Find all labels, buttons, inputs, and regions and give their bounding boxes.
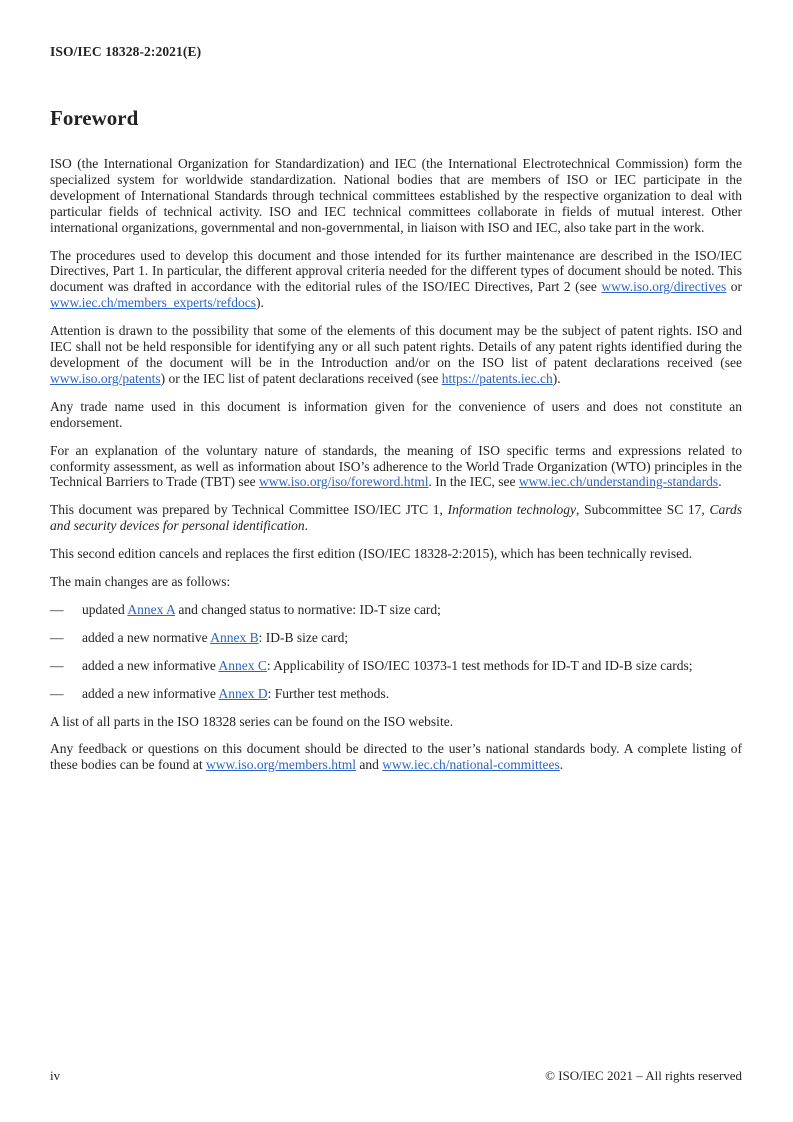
paragraph	[50, 323, 742, 387]
text-run: For an explanation of the voluntary nature of standards, the meaning of ISO specific terms and expressions related to conformity assessment, as well as information about ISO’s adherence to the World Trade Organization (WTO) principles in the Technical Barriers to Trade (TBT) see	[50, 442, 742, 490]
list-item	[50, 630, 742, 646]
text-run: This second edition cancels and replaces the first edition (ISO/IEC 18328-2:2015), which has been technically revised.	[50, 546, 693, 562]
list-item-text	[82, 602, 742, 618]
paragraph	[50, 502, 742, 534]
text-run: Attention is drawn to the possibility that some of the elements of this document may be the subject of patent rights. ISO and IEC shall not be held responsible for identifying any or all such patent rights. Details of any patent rights identified during the development of the document will be in the Introduction and/or on the ISO list of patent declarations received (see	[50, 323, 742, 370]
hyperlink[interactable]: Annex C	[218, 657, 267, 673]
list-item	[50, 602, 742, 618]
list-item-text	[82, 658, 742, 674]
hyperlink[interactable]: Annex A	[127, 601, 176, 617]
list-item	[50, 658, 742, 674]
text-run: A list of all parts in the ISO 18328 series can be found on the ISO website.	[50, 713, 454, 729]
hyperlink[interactable]: www.iec.ch/national-committees	[382, 757, 560, 773]
hyperlink[interactable]: www.iso.org/iso/foreword.html	[259, 474, 429, 490]
text-run: and	[355, 757, 383, 773]
list-item-text	[82, 686, 742, 702]
text-run: added a new informative	[82, 657, 219, 673]
text-run: ).	[552, 370, 561, 386]
text-run: .	[718, 474, 722, 490]
hyperlink[interactable]: Annex B	[210, 629, 259, 645]
text-run: ) or the IEC list of patent declarations received (see	[160, 370, 442, 386]
text-run: ISO (the International Organization for Standardization) and IEC (the International Electrotechnical Commission) form the specialized system for worldwide standardization. National bodies that are members of ISO or IEC participate in the development of International Standards through technical committees established by the respective organization to deal with particular fields of technical activity. ISO and IEC technical committees collaborate in fields of mutual interest. Other international organizations, governmental and non-governmental, in liaison with ISO and IEC, also take part in the work.	[50, 156, 742, 235]
doc-reference: ISO/IEC 18328-2:2021(E)	[50, 44, 202, 59]
bullet-dash: —	[50, 629, 64, 645]
text-run: and changed status to normative: ID-T size card;	[175, 601, 441, 617]
page-title: Foreword	[50, 106, 139, 130]
text-run: or	[726, 279, 742, 295]
bullet-dash: —	[50, 657, 64, 673]
hyperlink[interactable]: www.iec.ch/members_experts/refdocs	[50, 295, 257, 311]
text-run: The main changes are as follows:	[50, 574, 231, 590]
list-item-text	[82, 630, 742, 646]
paragraph	[50, 248, 742, 312]
paragraph	[50, 741, 742, 773]
text-run: The procedures used to develop this document and those intended for its further maintenance are described in the ISO/IEC Directives, Part 1. In particular, the different approval criteria needed for the different types of document should be noted. This document was drafted in accordance with the editorial rules of the ISO/IEC Directives, Part 2 (see	[50, 247, 742, 295]
hyperlink[interactable]: www.iso.org/patents	[50, 370, 161, 386]
text-run: This document was prepared by Technical Committee ISO/IEC JTC 1,	[50, 502, 448, 518]
text-run: ).	[256, 295, 264, 311]
copyright-notice: © ISO/IEC 2021 – All rights reserved	[545, 1068, 742, 1083]
italic-text: Cards and security devices for personal identification	[50, 502, 742, 534]
page-number: iv	[50, 1068, 61, 1083]
page	[50, 0, 742, 1122]
text-run: . In the IEC, see	[428, 474, 519, 490]
text-run: Any feedback or questions on this document should be directed to the user’s national standards body. A complete listing of these bodies can be found at	[50, 741, 742, 773]
document-body	[50, 156, 742, 785]
paragraph	[50, 574, 742, 590]
paragraph	[50, 399, 742, 431]
text-run: added a new informative	[82, 685, 219, 701]
text-run: , Subcommittee SC 17,	[576, 502, 710, 518]
hyperlink[interactable]: Annex D	[218, 685, 268, 701]
italic-text: Information technology	[447, 502, 577, 518]
hyperlink[interactable]: www.iec.ch/understanding-standards	[518, 474, 719, 490]
paragraph	[50, 443, 742, 491]
text-run: : Further test methods.	[267, 685, 390, 701]
hyperlink[interactable]: https://patents.iec.ch	[441, 370, 553, 386]
text-run: .	[559, 757, 564, 773]
bullet-dash: —	[50, 685, 64, 701]
paragraph	[50, 714, 742, 730]
hyperlink[interactable]: www.iso.org/members.html	[205, 757, 356, 773]
text-run: updated	[82, 601, 128, 617]
list-item	[50, 686, 742, 702]
bullet-dash: —	[50, 601, 64, 617]
text-run: .	[304, 518, 308, 534]
text-run: Any trade name used in this document is information given for the convenience of users and does not constitute an endorsement.	[50, 398, 742, 430]
text-run: : Applicability of ISO/IEC 10373-1 test methods for ID-T and ID-B size cards;	[266, 657, 693, 673]
page-footer	[50, 1068, 742, 1084]
paragraph	[50, 546, 742, 562]
paragraph	[50, 156, 742, 236]
text-run: : ID-B size card;	[258, 629, 349, 645]
hyperlink[interactable]: www.iso.org/directives	[601, 279, 727, 295]
text-run: added a new normative	[82, 629, 211, 645]
